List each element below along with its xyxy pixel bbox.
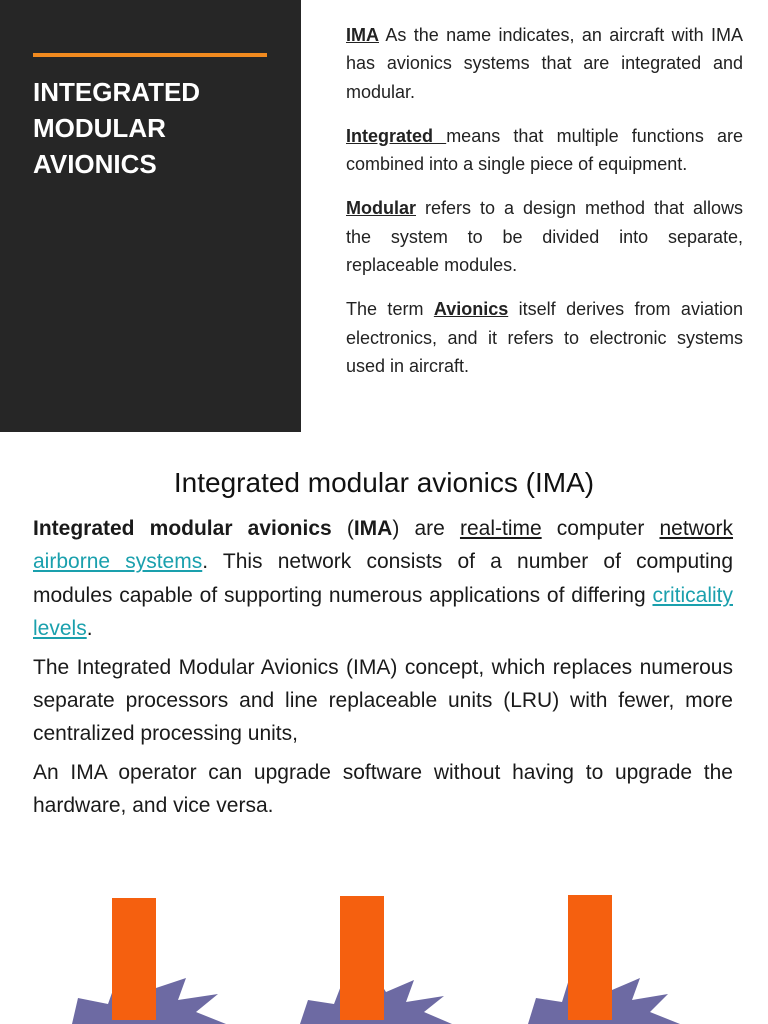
section-body: [33, 512, 733, 828]
arrow-burst-graphics: [0, 880, 768, 1024]
definition-modular: [346, 194, 743, 279]
link-airborne-systems[interactable]: airborne systems: [33, 550, 203, 574]
definition-text: As the name indicates, an aircraft with IMA has avionics systems that are integrated and modular.: [346, 25, 743, 102]
link-real-time[interactable]: real-time: [459, 517, 542, 540]
title-line: INTEGRATED: [33, 77, 201, 107]
definition-ima: [346, 21, 743, 106]
definition-avionics: [346, 295, 743, 380]
definition-text: itself derives from aviation electronics, and it refers to electronic systems used in aircraft.: [346, 299, 743, 376]
definition-text: means that multiple functions are combined into a single piece of equipment.: [346, 125, 744, 175]
text-run: computer: [541, 517, 660, 540]
term-label: Integrated: [346, 125, 447, 146]
bold-term: IMA: [353, 517, 393, 540]
body-paragraph: An IMA operator can upgrade software without having to upgrade the hardware, and vice versa.: [33, 760, 733, 818]
arrow-burst-icon: [300, 896, 452, 1024]
title-line: AVIONICS: [33, 149, 157, 179]
term-label: IMA: [346, 25, 379, 45]
bold-term: Integrated modular avionics: [33, 517, 332, 540]
definition-text: refers to a design method that allows the system to be divided into separate, replaceable modules.: [346, 198, 743, 276]
text-run: (: [331, 517, 354, 540]
page-title: [33, 74, 293, 182]
title-line: MODULAR: [33, 113, 166, 143]
section-heading: Integrated modular avionics (IMA): [173, 467, 595, 498]
link-criticality-levels[interactable]: criticality levels: [33, 583, 733, 641]
body-paragraph: The Integrated Modular Avionics (IMA) concept, which replaces numerous separate processors and line replaceable units (LRU) with fewer, more centralized processing units,: [33, 655, 733, 746]
text-run: .: [86, 617, 93, 641]
title-panel: [0, 0, 301, 432]
text-run: ) are: [392, 517, 460, 540]
definition-integrated: [346, 122, 743, 179]
definitions-block: [346, 21, 743, 396]
arrow-burst-icon: [72, 898, 226, 1024]
title-accent-rule: [33, 53, 267, 57]
term-label: Modular: [346, 198, 416, 219]
link-network[interactable]: network: [659, 517, 734, 540]
arrow-burst-icon: [528, 895, 680, 1024]
definition-prefix: The term: [346, 299, 434, 320]
body-paragraph: [33, 512, 733, 646]
text-run: . This network consists of a number of computing modules capable of supporting numerous applications of differing: [33, 550, 734, 607]
term-label: Avionics: [433, 299, 509, 320]
